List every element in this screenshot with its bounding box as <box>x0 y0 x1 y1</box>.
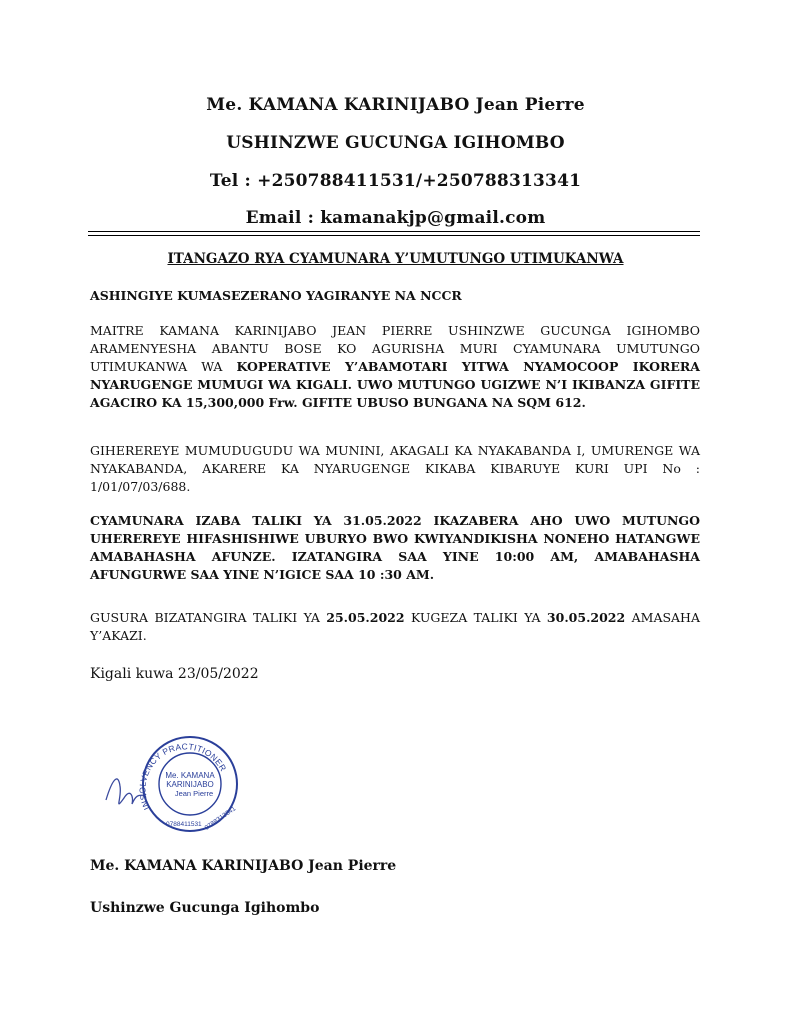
header-rule <box>88 231 700 232</box>
header-role: USHINZWE GUCUNGA IGIHOMBO <box>226 133 565 153</box>
notice-subtitle: ASHINGIYE KUMASEZERANO YAGIRANYE NA NCCR <box>90 288 462 303</box>
signatory-role: Ushinzwe Gucunga Igihombo <box>90 900 320 916</box>
paragraph-1 <box>90 322 700 412</box>
paragraph-4-text-e: AMASAHA Y’AKAZI. <box>90 610 700 643</box>
paragraph-1-bold-text: KOPERATIVE Y’ABAMOTARI YITWA NYAMOCOOP IKORERA NYARUGENGE MUMUGI WA KIGALI. UWO MUTUNGO UGIZWE N’I IKIBANZA GIFITE AGACIRO KA 15,300,000 Frw. GIFITE UBUSO BUNGANA NA SQM 612. <box>90 359 700 410</box>
paragraph-2: GIHEREREYE MUMUDUGUDU WA MUNINI, AKAGALI KA NYAKABANDA I, UMURENGE WA NYAKABANDA, AKARERE KA NYARUGENGE KIKABA KIBARUYE KURI UPI No : 1/01/07/03/688. <box>90 443 700 494</box>
visit-end-date: 30.05.2022 <box>546 610 626 625</box>
stamp-line-3: Jean Pierre <box>174 789 214 798</box>
visit-start-date: 25.05.2022 <box>326 610 405 625</box>
paragraph-4-text-c: KUGEZA TALIKI YA <box>404 610 547 625</box>
stamp-ring-text: INSOLVENCY PRACTITIONER <box>137 741 229 812</box>
paragraph-4-text-a: GUSURA BIZATANGIRA TALIKI YA <box>90 610 327 625</box>
notice-title: ITANGAZO RYA CYAMUNARA Y’UMUTUNGO UTIMUKANWA <box>167 251 624 267</box>
stamp-line-1: Me. KAMANA <box>165 771 215 780</box>
paragraph-3: CYAMUNARA IZABA TALIKI YA 31.05.2022 IKAZABERA AHO UWO MUTUNGO UHEREREYE HIFASHISHIWE UBURYO BWO KWIYANDIKISHA NONEHO HATANGWE AMABAHASHA AFUNZE. IZATANGIRA SAA YINE 10:00 AM, AMABAHASHA AFUNGURWE SAA YINE N’IGICE SAA 10 :30 AM. <box>90 513 700 582</box>
header-email: Email : kamanakjp@gmail.com <box>245 208 546 228</box>
header-name: Me. KAMANA KARINIJABO Jean Pierre <box>206 95 585 115</box>
signatory-name: Me. KAMANA KARINIJABO Jean Pierre <box>90 858 397 874</box>
paragraph-1-text: MAITRE KAMANA KARINIJABO JEAN PIERRE USHINZWE GUCUNGA IGIHOMBO ARAMENYESHA ABANTU BOSE KO AGURISHA MURI CYAMUNARA UMUTUNGO UTIMUKANWA WA <box>90 323 700 374</box>
official-stamp <box>94 728 254 836</box>
date-line: Kigali kuwa 23/05/2022 <box>90 666 259 682</box>
stamp-graphic <box>94 728 254 836</box>
stamp-phone-1: 0788411531 <box>166 821 202 828</box>
header-rule-thin <box>88 235 700 236</box>
header-phone: Tel : +250788411531/+250788313341 <box>209 171 582 191</box>
stamp-phone-2: 0788313341 <box>203 805 238 832</box>
stamp-line-2: KARINIJABO <box>166 780 214 789</box>
paragraph-4 <box>90 609 700 645</box>
